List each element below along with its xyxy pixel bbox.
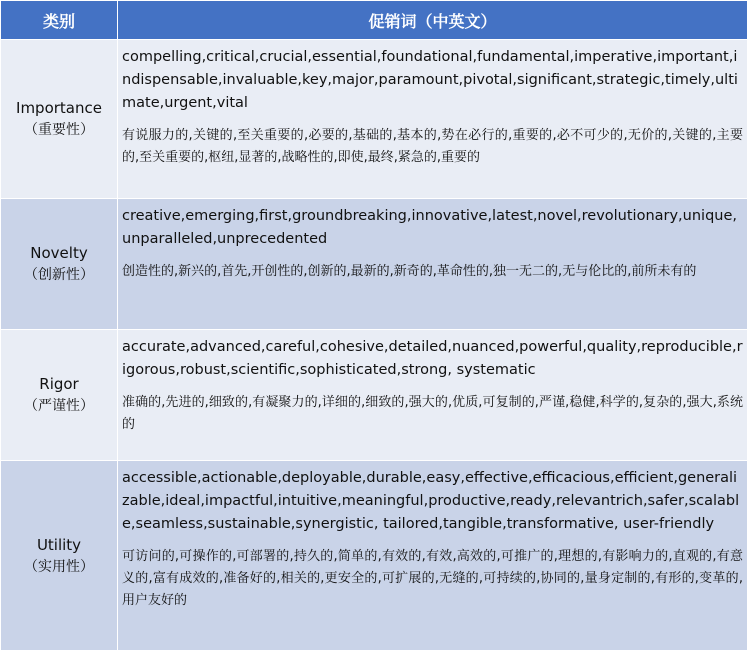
category-zh: （重要性）	[1, 119, 117, 141]
header-words: 促销词（中英文）	[118, 1, 747, 40]
category-cell	[1, 40, 118, 199]
table-row-utility	[1, 461, 747, 651]
category-en: Novelty	[1, 242, 117, 264]
words-cell	[118, 199, 747, 330]
category-en: Rigor	[1, 373, 117, 395]
words-cell	[118, 330, 747, 461]
words-zh: 有说服力的,关键的,至关重要的,必要的,基础的,基本的,势在必行的,重要的,必不可少的,无价的,关键的,主要的,至关重要的,枢纽,显著的,战略性的,即使,最终,紧急的,重要的	[122, 125, 743, 169]
table-row-importance	[1, 40, 747, 199]
category-cell	[1, 461, 118, 651]
table-row-rigor	[1, 330, 747, 461]
category-zh: （实用性）	[1, 556, 117, 578]
category-cell	[1, 199, 118, 330]
words-en: compelling,critical,crucial,essential,foundational,fundamental,imperative,important,indispensable,invaluable,key,major,paramount,pivotal,significant,strategic,timely,ultimate,urgent,vital	[122, 46, 743, 115]
header-row	[1, 1, 747, 40]
words-en: creative,emerging,first,groundbreaking,innovative,latest,novel,revolutionary,unique,unparalleled,unprecedented	[122, 205, 743, 251]
words-en: accessible,actionable,deployable,durable,easy,effective,efficacious,efficient,generalizable,ideal,impactful,intuitive,meaningful,productive,ready,relevantrich,safer,scalable,seamless,sustainable,synergistic, tailored,tangible,transformative, user-friendly	[122, 467, 743, 536]
words-zh: 创造性的,新兴的,首先,开创性的,创新的,最新的,新奇的,革命性的,独一无二的,无与伦比的,前所未有的	[122, 261, 743, 283]
category-en: Importance	[1, 97, 117, 119]
category-cell	[1, 330, 118, 461]
words-cell	[118, 40, 747, 199]
words-en: accurate,advanced,careful,cohesive,detailed,nuanced,powerful,quality,reproducible,rigorous,robust,scientific,sophisticated,strong, systematic	[122, 336, 743, 382]
words-cell	[118, 461, 747, 651]
category-zh: （创新性）	[1, 264, 117, 286]
table-row-novelty	[1, 199, 747, 330]
words-zh: 可访问的,可操作的,可部署的,持久的,简单的,有效的,有效,高效的,可推广的,理想的,有影响力的,直观的,有意义的,富有成效的,准备好的,相关的,更安全的,可扩展的,无缝的,可持续的,协同的,量身定制的,有形的,变革的,用户友好的	[122, 546, 743, 612]
words-zh: 准确的,先进的,细致的,有凝聚力的,详细的,细致的,强大的,优质,可复制的,严谨,稳健,科学的,复杂的,强大,系统的	[122, 392, 743, 436]
header-category: 类别	[1, 1, 118, 40]
category-en: Utility	[1, 534, 117, 556]
category-zh: （严谨性）	[1, 395, 117, 417]
